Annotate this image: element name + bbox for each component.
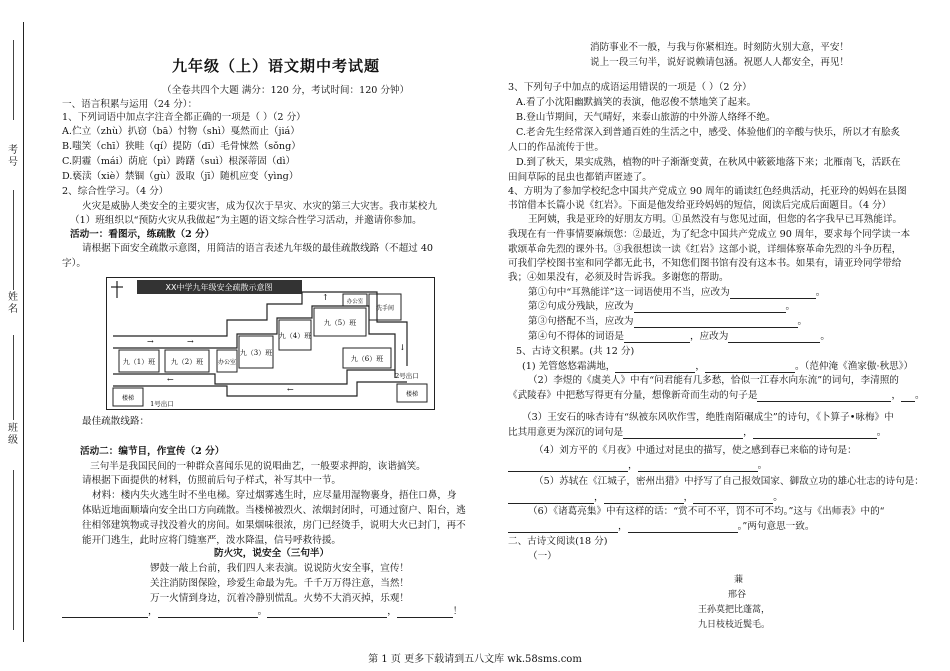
question-3-option-d-1: D.到了秋天，果实成熟，植物的叶子渐渐变黄，在秋风中簌簌地落下来；北雁南飞，活跃在 bbox=[516, 157, 901, 168]
question-4-sub-2: 第②句成分残缺，应改为 。 bbox=[528, 301, 796, 312]
poem-blank-3[interactable] bbox=[267, 607, 387, 618]
map-title: XX中学九年级安全疏散示意图 bbox=[165, 283, 273, 292]
exit-1-label: 1号出口 bbox=[150, 400, 174, 408]
question-2: 2、综合性学习。（4 分） bbox=[62, 186, 169, 197]
question-4-line-2: 书馆借本长篇小说《红岩》。下面是他发给亚玲妈妈的短信，阅读后完成后面题目。（4 分） bbox=[508, 200, 892, 211]
question-5-3-text: 比其用意更为深沉的词句是 bbox=[508, 427, 624, 438]
question-4-line-1: 4、方明为了参加学校纪念中国共产党成立 90 周年的诵读红色经典活动，托亚玲的妈妈在县图 bbox=[508, 186, 907, 197]
washroom-label: 洗手间 bbox=[375, 305, 395, 312]
poem-line-1: 锣鼓一敲上台前，我们四人来表演。说说防火安全事，宣传！ bbox=[150, 563, 410, 574]
poem-title: 防火灾，说安全（三句半） bbox=[214, 548, 330, 559]
question-5-6-line-2: ， 。”两句意思一致。 bbox=[508, 521, 814, 533]
question-5-2-blank-2[interactable] bbox=[901, 391, 915, 402]
banji-line-lower bbox=[13, 470, 14, 630]
question-5-1-text: (1) 羌管悠悠霜满地， bbox=[522, 361, 616, 372]
arrow-icon-4: ← bbox=[287, 385, 294, 394]
poem-line-2: 关注消防图保险，珍爱生命最为先。千千万万得注意，当然！ bbox=[150, 578, 410, 589]
exit-2-label: 2号出口 bbox=[395, 372, 419, 380]
question-4-line-6: 可我们学校图书室和同学都无此书，不知您们图书馆有没有这本书。如果有，请亚玲同学带给 bbox=[508, 258, 902, 269]
office-label: 办公室 bbox=[217, 359, 237, 366]
question-3-option-c-1: C.老舍先生经常深入到普通百姓的生活之中，感受、体验他们的辛酸与快乐，所以才有脍炙 bbox=[516, 127, 901, 138]
question-1-option-c: C.阴霾（mái）荫庇（pì）踌躇（suì）根深蒂固（dì） bbox=[62, 156, 296, 167]
activity-2-line-3: 材料：楼内失火逃生时不坐电梯。穿过烟雾逃生时，应尽量用湿物裹身，捂住口鼻，身 bbox=[92, 490, 457, 501]
office-2-label: 办公室 bbox=[346, 299, 364, 305]
section-1-heading: 一、语言积累与运用（24 分）： bbox=[62, 99, 198, 110]
question-5-5-line-2: ， ， 。 bbox=[508, 492, 783, 504]
arrow-icon-6: ↑ bbox=[322, 293, 329, 302]
classical-poem-title: 蒹 bbox=[734, 575, 744, 585]
question-5-4-blank-1[interactable] bbox=[508, 461, 628, 472]
corridor-wall-inner bbox=[113, 306, 395, 378]
question-5-3-line-1: （3）王安石的咏杏诗有“纵被东风吹作雪，绝胜南陌碾成尘”的诗句，《卜算子•咏梅》中 bbox=[522, 412, 894, 423]
question-5-6-line-1: （6）《诸葛亮集》中有这样的话：“赏不可不平，罚不可不均。”这与《出师表》中的“ bbox=[528, 506, 885, 517]
question-3-option-a: A.看了小沈阳幽默搞笑的表演，他忍俊不禁地笑了起来。 bbox=[516, 97, 757, 108]
activity-2-line-1: 三句半是我国民间的一种群众喜闻乐见的说唱曲艺，一般要求押韵，诙谐搞笑。 bbox=[90, 461, 426, 472]
question-5-2-line-2: 《武陵春》中把愁写得更有分量，想像新奇而生动的句子是 ， 。 bbox=[508, 390, 925, 401]
poem-blank-end: ！ bbox=[452, 606, 463, 617]
question-4-line-7: 我；④如果没有，必须及时告诉我。多谢您的帮助。 bbox=[508, 272, 729, 283]
page-footer: 第 1 页 更多下载请到五八文库 wk.58sms.com bbox=[368, 654, 582, 665]
route-label: 最佳疏散线路： bbox=[82, 416, 150, 427]
question-5-2-blank[interactable] bbox=[757, 391, 891, 402]
question-5-1-blank-2[interactable] bbox=[705, 362, 795, 373]
question-5-6-text: 。”两句意思一致。 bbox=[737, 521, 815, 532]
activity-1-title: 活动一：看图示，练疏散（2 分） bbox=[70, 229, 215, 240]
section-2-heading: 二、古诗文阅读(18 分) bbox=[508, 536, 608, 547]
question-4-sub-1: 第①句中“耳熟能详”这一词语使用不当，应改为 。 bbox=[528, 287, 826, 298]
classroom-4-label: 九（4）班 bbox=[278, 332, 312, 340]
question-4-sub-3: 第③句搭配不当，应改为 。 bbox=[528, 316, 808, 327]
question-5-5-blank-2[interactable] bbox=[604, 493, 684, 504]
question-4-sub-3-blank[interactable] bbox=[634, 317, 798, 328]
question-4-line-4: 我现在有一件事情要麻烦您：②最近，为了纪念中国共产党成立 90 周年，要求每个同学读一本 bbox=[508, 229, 911, 240]
question-4-sub-4-blank-2[interactable] bbox=[728, 332, 820, 343]
section-2-part-1: （一） bbox=[528, 551, 557, 562]
arrow-icon-3: ← bbox=[167, 375, 174, 384]
question-2-para-1: 火灾是威胁人类安全的主要灾害，成为仅次于旱灾、水灾的第三大灾害。我市某校九 bbox=[82, 201, 437, 212]
question-5-3-blank-2[interactable] bbox=[753, 428, 877, 439]
question-4-line-3: 王阿姨，我是亚玲的好朋友方明。①虽然没有与您见过面，但您的名字我早已耳熟能详。 bbox=[528, 214, 903, 225]
question-5-1-blank-1[interactable] bbox=[615, 362, 695, 373]
margin-kaohao-label: 考号 bbox=[8, 145, 18, 168]
arrow-icon-5: ↓ bbox=[399, 343, 406, 352]
question-3-option-c-2: 人口的作品流传于世。 bbox=[508, 142, 604, 153]
activity-2-line-2: 请根据下面提供的材料，仿照前后句子样式，补写其中一节。 bbox=[82, 475, 342, 486]
page-title: 九年级（上）语文期中考试题 bbox=[172, 57, 381, 75]
classroom-6-label: 九（6）班 bbox=[350, 355, 384, 363]
question-5-5-blank-1[interactable] bbox=[508, 493, 594, 504]
question-5-5-blank-3[interactable] bbox=[693, 493, 773, 504]
activity-2-line-6: 能开门逃生，此时应将门缝塞严，泼水降温，信号呼救待援。 bbox=[82, 535, 342, 546]
kaohao-line bbox=[13, 40, 14, 120]
question-4-sub-4: 第④句不得体的词语是 ，应改为 。 bbox=[528, 331, 830, 342]
question-5-2-line-1: （2）李煜的《虞美人》中有“问君能有几多愁，恰似一江春水向东流”的词句，李清照的 bbox=[528, 375, 899, 386]
question-5-3-blank-1[interactable] bbox=[623, 428, 743, 439]
question-5-1-source: 。（范仲淹《渔家傲·秋思》） bbox=[794, 361, 914, 372]
activity-1-line-2: 字）。 bbox=[62, 258, 86, 269]
question-4-sub-2-blank[interactable] bbox=[634, 302, 786, 313]
poem-answer-line[interactable]: ， 。 ， ！ bbox=[62, 606, 462, 618]
question-4-sub-4-blank-1[interactable] bbox=[624, 332, 690, 343]
banji-line bbox=[13, 335, 14, 420]
evacuation-map-drawing bbox=[107, 278, 434, 409]
question-3-option-d-2: 田间草际的昆虫也都销声匿迹了。 bbox=[508, 172, 652, 183]
activity-2-title: 活动二：编节目，作宣传（2 分） bbox=[80, 446, 225, 457]
question-3: 3、下列句子中加点的成语运用错误的一项是（ ）（2 分） bbox=[508, 82, 752, 93]
binding-line bbox=[23, 22, 24, 642]
question-1-option-a: A.伫立（zhù）扒窃（bā）忖物（shì）戛然而止（jiá） bbox=[62, 126, 300, 137]
question-4-sub-2-text: 第②句成分残缺，应改为 bbox=[528, 301, 634, 312]
activity-1-line-1: 请根据下面安全疏散示意图，用简洁的语言表述九年级的最佳疏散线路（不超过 40 bbox=[82, 243, 434, 254]
question-5-4-line-2: ， 。 bbox=[508, 460, 767, 472]
poem-line-3: 万一火情到身边，沉着冷静别慌乱。火势不大消灭掉，乐观！ bbox=[150, 593, 410, 604]
question-1-option-d: D.亵渎（xiè）禁锢（gù）汲取（jī）随机应变（yìng） bbox=[62, 171, 299, 182]
question-4-sub-1-text: 第①句中“耳熟能详”这一词语使用不当，应改为 bbox=[528, 287, 730, 298]
question-5-1: (1) 羌管悠悠霜满地， ， 。（范仲淹《渔家傲·秋思》） bbox=[522, 361, 914, 372]
question-5-3-line-2: 比其用意更为深沉的词句是 ， 。 bbox=[508, 427, 887, 438]
activity-2-line-5: 往相邻建筑物或寻找没着火的房间。如果烟味很浓，房门已经烫手，说明大火已封门，再不 bbox=[82, 520, 466, 531]
stairs-1-label: 楼梯 bbox=[121, 395, 135, 402]
poem-blank-4[interactable] bbox=[397, 607, 453, 618]
question-2-para-2: （1）班组织以“预防火灾从我做起”为主题的语文综合性学习活动，并邀请你参加。 bbox=[70, 215, 422, 226]
question-4-sub-1-blank[interactable] bbox=[730, 288, 816, 299]
question-5: 5、古诗文积累。(共 12 分) bbox=[516, 346, 635, 357]
margin-banji-label: 班级 bbox=[8, 423, 18, 446]
question-5-6-blank-2[interactable] bbox=[628, 522, 738, 533]
classroom-2-label: 九（2）班 bbox=[170, 358, 204, 366]
poem-continued-2: 说上一段三句半，说好说赖请包涵。祝愿人人都安全，再见！ bbox=[590, 57, 850, 68]
poem-blank-1[interactable] bbox=[62, 607, 148, 618]
evacuation-map bbox=[106, 277, 435, 410]
question-1-option-b: B.嗤笑（chī）狭畦（qí）提防（dī）毛骨悚然（sǒng） bbox=[62, 141, 301, 152]
question-3-option-b: B.登山节期间，天气晴好，来泰山旅游的中外游人络绎不绝。 bbox=[516, 112, 776, 123]
question-1: 1、下列词语中加点字注音全都正确的一项是（ ）（2 分） bbox=[62, 112, 306, 123]
stairs-2-label: 楼梯 bbox=[405, 391, 419, 398]
margin-xingming-label: 姓名 bbox=[8, 292, 18, 315]
question-5-5-line-1: （5）苏轼在《江城子，密州出猎》中抒写了自己报效国家、御敌立功的雄心壮志的诗句是： bbox=[534, 476, 924, 487]
classical-poem-line-1: 王孙莫把比蓬蒿， bbox=[698, 605, 771, 615]
classroom-5-label: 九（5）班 bbox=[323, 319, 357, 327]
arrow-icon-2: → bbox=[187, 337, 194, 346]
poem-continued-1: 消防事业不一般，与我与你紧相连。时刻防火别大意，平安！ bbox=[590, 42, 850, 53]
page-subtitle: （全卷共四个大题 满分：120 分，考试时间：120 分钟） bbox=[162, 85, 410, 96]
classroom-3-label: 九（3）班 bbox=[239, 349, 273, 357]
question-4-line-5: 歌颂革命先烈的课外书。③我很想读一读《红岩》这部小说，详细体察革命先烈的斗争历程， bbox=[508, 244, 902, 255]
question-4-sub-4-text-b: ，应改为 bbox=[689, 331, 729, 342]
classical-poem-author: 邢谷 bbox=[728, 590, 747, 600]
classroom-1-label: 九（1）班 bbox=[122, 358, 156, 366]
xingming-line bbox=[13, 190, 14, 290]
question-5-4-line-1: （4）刘方平的《月夜》中通过对昆虫的描写，使之感到春已来临的诗句是： bbox=[534, 445, 857, 456]
question-5-2-text: 《武陵春》中把愁写得更有分量，想像新奇而生动的句子是 bbox=[508, 390, 758, 401]
classical-poem-line-2: 九日枝枝近鬓毛。 bbox=[698, 620, 771, 630]
arrow-icon-1: → bbox=[147, 337, 154, 346]
question-4-sub-3-text: 第③句搭配不当，应改为 bbox=[528, 316, 634, 327]
question-4-sub-4-text: 第④句不得体的词语是 bbox=[528, 331, 624, 342]
activity-2-line-4: 体贴近地面顺墙向安全出口方向疏散。当楼梯被烈火、浓烟封闭时，可通过窗户、阳台，逃 bbox=[82, 505, 466, 516]
poem-blank-2[interactable] bbox=[158, 607, 258, 618]
question-5-4-blank-2[interactable] bbox=[638, 461, 758, 472]
question-5-6-blank-1[interactable] bbox=[508, 522, 618, 533]
